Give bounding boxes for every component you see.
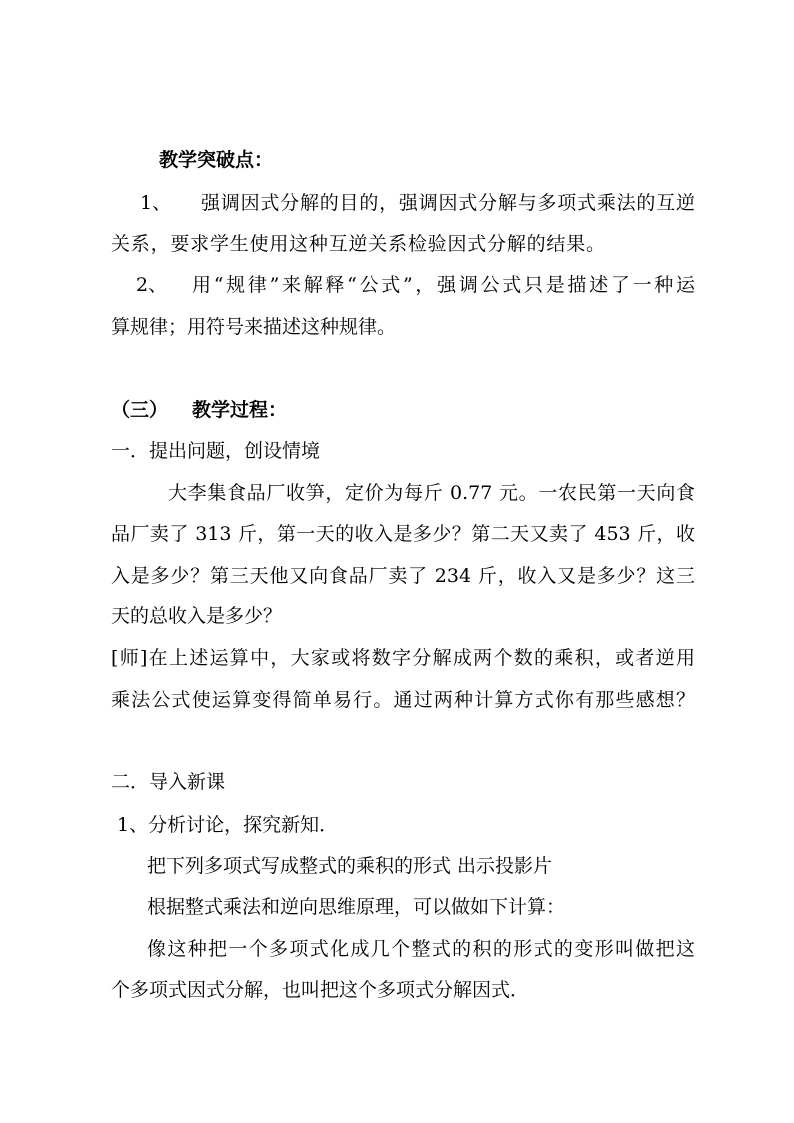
process-heading-text: 教学过程： bbox=[192, 399, 288, 421]
section2-title: 二．导入新课 bbox=[111, 771, 226, 793]
teacher-line1: [师]在上述运算中，大家或将数字分解成两个数的乘积，或者逆用 bbox=[111, 647, 695, 669]
breakthrough-item1-number: 1、 bbox=[140, 192, 172, 214]
breakthrough-heading: 教学突破点： bbox=[159, 149, 274, 171]
section2-sub1: 1、分析讨论，探究新知． bbox=[117, 814, 339, 836]
breakthrough-item2-line1: 用“规律”来解释“公式”，强调公式只是描述了一种运 bbox=[192, 274, 695, 296]
section1-para-line2: 品厂卖了 313 斤，第一天的收入是多少？第二天又卖了 453 斤，收 bbox=[111, 523, 695, 545]
teacher-line2: 乘法公式使运算变得简单易行。通过两种计算方式你有那些感想？ bbox=[111, 689, 695, 711]
breakthrough-item1-line1: 强调因式分解的目的，强调因式分解与多项式乘法的互逆 bbox=[201, 192, 695, 214]
section1-para-line4: 天的总收入是多少？ bbox=[111, 605, 283, 627]
section1-title: 一．提出问题，创设情境 bbox=[111, 440, 321, 462]
definition-line1: 像这种把一个多项式化成几个整式的积的形式的变形叫做把这 bbox=[147, 938, 695, 960]
definition-line2: 个多项式因式分解，也叫把这个多项式分解因式． bbox=[111, 979, 530, 1001]
breakthrough-item1-line2: 关系，要求学生使用这种互逆关系检验因式分解的结果。 bbox=[111, 233, 605, 255]
breakthrough-item2-line2: 算规律；用符号来描述这种规律。 bbox=[111, 316, 397, 338]
breakthrough-item2-number: 2、 bbox=[136, 274, 168, 296]
process-heading-number: （三） bbox=[111, 399, 169, 421]
section2-line-b: 根据整式乘法和逆向思维原理，可以做如下计算： bbox=[147, 896, 566, 918]
section1-para-line3: 入是多少？第三天他又向食品厂卖了 234 斤，收入又是多少？这三 bbox=[111, 565, 695, 587]
section1-para-line1: 大李集食品厂收笋，定价为每斤 0.77 元。一农民第一天向食 bbox=[168, 482, 695, 504]
section2-line-a: 把下列多项式写成整式的乘积的形式 出示投影片 bbox=[147, 855, 553, 877]
